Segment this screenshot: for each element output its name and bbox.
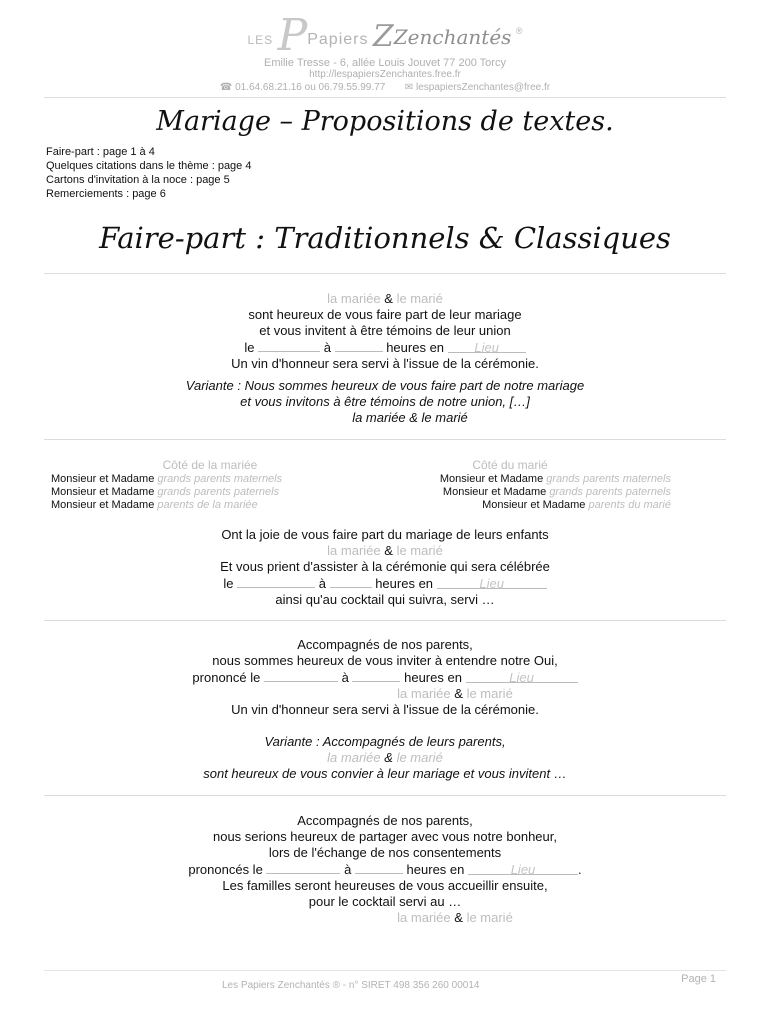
model-1-line: et vous invitent à être témoins de leur union	[259, 323, 511, 338]
toc-item: Quelques citations dans le thème : page 4	[46, 160, 252, 172]
page-title: Mariage – Propositions de textes.	[156, 106, 614, 137]
model-4-line: lors de l'échange de nos consentements	[268, 845, 502, 860]
date-place-line: prononcés le à heures en Lieu .	[188, 862, 582, 877]
time-blank	[355, 861, 403, 874]
bride-family-list	[51, 473, 282, 512]
brand-initial-z: Z	[372, 19, 394, 54]
date-blank	[258, 339, 320, 352]
brand-initial-p: P	[277, 10, 308, 61]
family-row: Monsieur et Madame parents de la mariée	[51, 499, 258, 511]
mail-icon: ✉	[404, 82, 414, 93]
place-blank: Lieu	[466, 670, 578, 683]
header-divider	[44, 97, 726, 98]
model-2-line: Et vous prient d'assister à la cérémonie qui sera célébrée	[220, 559, 550, 574]
model-2-line: ainsi qu'au cocktail qui suivra, servi …	[275, 592, 495, 607]
block-divider	[44, 620, 726, 621]
variant-line: sont heureux de vous convier à leur mariage et vous invitent …	[203, 766, 567, 781]
text-model-2	[0, 527, 770, 608]
groom-family-list	[440, 473, 671, 512]
model-4-line: Accompagnés de nos parents,	[297, 813, 473, 828]
place-blank: Lieu	[437, 576, 547, 589]
brand-les: LES	[247, 33, 274, 47]
model-2-line: Ont la joie de vous faire part du mariage de leurs enfants	[221, 527, 549, 542]
variant-line: Variante : Accompagnés de leurs parents,	[264, 734, 506, 749]
time-blank	[352, 669, 400, 682]
text-model-3	[0, 637, 770, 782]
date-blank	[266, 861, 340, 874]
time-blank	[330, 575, 372, 588]
brand-logo	[0, 10, 770, 61]
date-blank	[237, 575, 315, 588]
side-bride-heading: Côté de la mariée	[162, 458, 258, 472]
variant-line: et vous invitons à être témoins de notre union, […]	[240, 394, 530, 409]
header-address: Emilie Tresse - 6, allée Louis Jouvet 77 200 Torcy	[264, 57, 506, 69]
date-place-line: prononcé le à heures en Lieu	[0, 669, 770, 686]
model-3-line: Un vin d'honneur sera servi à l'issue de la cérémonie.	[231, 702, 539, 717]
couple-names: la mariée & le marié	[327, 750, 443, 765]
family-row: Monsieur et Madame grands parents paternels	[51, 486, 280, 498]
footer-company: Les Papiers Zenchantés ® - n° SIRET 498 356 260 00014	[222, 980, 480, 991]
family-row: Monsieur et Madame grands parents maternels	[51, 473, 283, 485]
time-blank	[335, 339, 383, 352]
brand-zenchantes: Zenchantés	[393, 25, 512, 49]
date-place-line: le à heures en Lieu	[0, 575, 770, 592]
date-place-line: le à heures en Lieu	[0, 339, 770, 356]
footer-page-number: Page 1	[681, 973, 716, 985]
date-blank	[264, 669, 338, 682]
family-row: Monsieur et Madame grands parents maternels	[439, 473, 671, 485]
couple-names: la mariée & le marié	[397, 686, 513, 701]
letterhead	[0, 10, 770, 94]
brand-registered-mark: ®	[515, 26, 523, 36]
model-4-line: Les familles seront heureuses de vous accueillir ensuite,	[222, 878, 548, 893]
model-1-line: sont heureux de vous faire part de leur mariage	[248, 307, 522, 322]
header-phone: 01.64.68.21.16 ou 06.79.55.99.77	[235, 82, 386, 93]
family-row: Monsieur et Madame grands parents paternels	[442, 486, 671, 498]
section-divider	[44, 273, 726, 274]
header-website: http://lespapiersZenchantes.free.fr	[309, 69, 461, 80]
toc-item: Remerciements : page 6	[46, 188, 166, 200]
section-title: Faire-part : Traditionnels & Classiques	[99, 221, 671, 255]
model-1-line: Un vin d'honneur sera servi à l'issue de la cérémonie.	[231, 356, 539, 371]
family-row: Monsieur et Madame parents du marié	[482, 499, 671, 511]
block-divider	[44, 795, 726, 796]
couple-names: la mariée & le marié	[327, 291, 443, 306]
model-4-line: nous serions heureux de partager avec vous notre bonheur,	[212, 829, 557, 844]
table-of-contents	[46, 145, 251, 201]
model-4-line: pour le cocktail servi au …	[308, 894, 462, 909]
side-groom-heading: Côté du marié	[472, 458, 548, 472]
place-blank: Lieu	[468, 862, 578, 875]
footer-divider	[44, 970, 726, 971]
toc-item: Faire-part : page 1 à 4	[46, 146, 155, 158]
couple-names: la mariée & le marié	[327, 543, 443, 558]
couple-names: la mariée & le marié	[397, 910, 513, 925]
header-contact	[0, 81, 770, 94]
brand-papiers: Papiers	[307, 31, 369, 48]
variant-signature: la mariée & le marié	[352, 410, 468, 425]
model-3-line: nous sommes heureux de vous inviter à entendre notre Oui,	[212, 653, 558, 668]
toc-item: Cartons d'invitation à la noce : page 5	[46, 174, 230, 186]
text-model-1	[0, 291, 770, 426]
text-model-4	[0, 813, 770, 926]
header-email: lespapiersZenchantes@free.fr	[416, 82, 551, 93]
variant-line: Variante : Nous sommes heureux de vous faire part de notre mariage	[185, 378, 585, 393]
place-blank: Lieu	[448, 340, 526, 353]
block-divider	[44, 439, 726, 440]
phone-icon: ☎	[219, 82, 233, 93]
model-3-line: Accompagnés de nos parents,	[297, 637, 473, 652]
